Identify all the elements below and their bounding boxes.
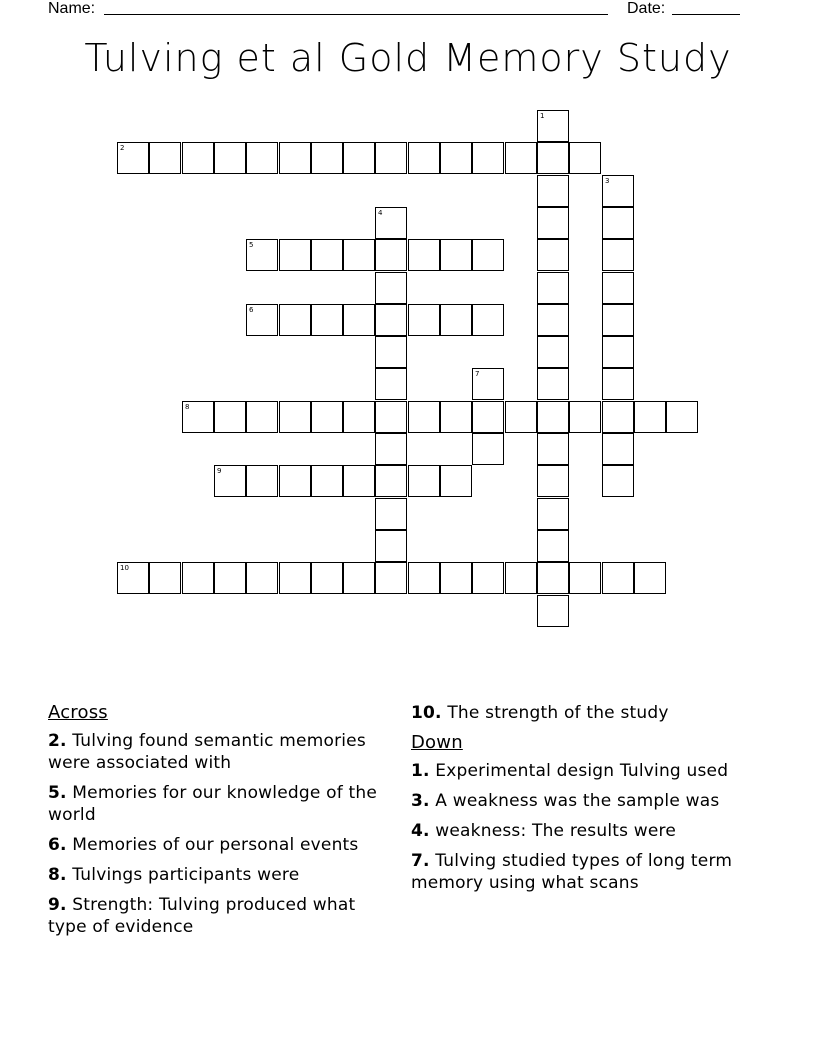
crossword-cell[interactable] (279, 562, 311, 594)
crossword-cell[interactable] (117, 142, 149, 174)
crossword-cell[interactable] (343, 465, 375, 497)
crossword-cell[interactable] (602, 272, 634, 304)
crossword-cell[interactable] (279, 142, 311, 174)
crossword-cell[interactable] (246, 239, 278, 271)
crossword-cell[interactable] (343, 142, 375, 174)
crossword-cell[interactable] (343, 239, 375, 271)
clue-across-2: 2. Tulving found semantic memories were associated with (48, 731, 366, 773)
crossword-cell[interactable] (537, 239, 569, 271)
crossword-cell[interactable] (440, 401, 472, 433)
crossword-cell[interactable] (537, 401, 569, 433)
crossword-cell[interactable] (537, 498, 569, 530)
crossword-cell[interactable] (634, 401, 666, 433)
crossword-cell[interactable] (602, 401, 634, 433)
crossword-cell[interactable] (602, 433, 634, 465)
crossword-cell[interactable] (311, 239, 343, 271)
crossword-cell[interactable] (440, 304, 472, 336)
crossword-cell[interactable] (472, 433, 504, 465)
crossword-cell[interactable] (569, 401, 601, 433)
crossword-cell[interactable] (246, 401, 278, 433)
crossword-cell[interactable] (375, 433, 407, 465)
clue-down-1: 1. Experimental design Tulving used (411, 761, 729, 781)
crossword-cell[interactable] (537, 272, 569, 304)
crossword-cell[interactable] (440, 239, 472, 271)
crossword-cell[interactable] (311, 562, 343, 594)
crossword-cell[interactable] (408, 239, 440, 271)
crossword-cell[interactable] (117, 562, 149, 594)
crossword-cell[interactable] (182, 562, 214, 594)
crossword-cell[interactable] (246, 142, 278, 174)
crossword-cell[interactable] (279, 304, 311, 336)
clue-across-6: 6. Memories of our personal events (48, 835, 359, 855)
clue-number: 6 (249, 306, 254, 314)
crossword-cell[interactable] (505, 401, 537, 433)
crossword-cell[interactable] (537, 175, 569, 207)
crossword-cell[interactable] (472, 304, 504, 336)
crossword-cell[interactable] (408, 562, 440, 594)
crossword-cell[interactable] (408, 304, 440, 336)
clue-across-9: 9. Strength: Tulving produced what type of evidence (48, 895, 356, 937)
crossword-cell[interactable] (279, 401, 311, 433)
clues-left-column (48, 702, 388, 946)
crossword-cell[interactable] (343, 562, 375, 594)
crossword-cell[interactable] (602, 239, 634, 271)
crossword-cell[interactable] (214, 142, 246, 174)
crossword-cell[interactable] (472, 562, 504, 594)
crossword-cell[interactable] (634, 562, 666, 594)
crossword-cell[interactable] (375, 498, 407, 530)
crossword-cell[interactable] (343, 304, 375, 336)
crossword-cell[interactable] (472, 239, 504, 271)
crossword-cell[interactable] (149, 142, 181, 174)
clue-across-10: 10. The strength of the study (411, 703, 669, 723)
clue-number: 4 (378, 209, 383, 217)
clues-right-column (411, 702, 751, 902)
clue-number: 1 (540, 112, 545, 120)
crossword-cell[interactable] (537, 368, 569, 400)
crossword-cell[interactable] (214, 465, 246, 497)
crossword-cell[interactable] (537, 595, 569, 627)
clue-number: 5 (249, 241, 254, 249)
crossword-cell[interactable] (537, 142, 569, 174)
crossword-cell[interactable] (375, 530, 407, 562)
crossword-cell[interactable] (375, 239, 407, 271)
crossword-cell[interactable] (440, 465, 472, 497)
crossword-cell[interactable] (472, 368, 504, 400)
clue-number: 9 (217, 467, 222, 475)
crossword-cell[interactable] (214, 562, 246, 594)
crossword-cell[interactable] (537, 207, 569, 239)
crossword-cell[interactable] (472, 401, 504, 433)
crossword-cell[interactable] (246, 562, 278, 594)
crossword-cell[interactable] (375, 401, 407, 433)
crossword-cell[interactable] (505, 142, 537, 174)
clue-number: 3 (605, 177, 610, 185)
clue-number: 8 (185, 403, 190, 411)
clue-number: 7 (475, 370, 480, 378)
clue-down-3: 3. A weakness was the sample was (411, 791, 720, 811)
crossword-cell[interactable] (375, 368, 407, 400)
crossword-cell[interactable] (246, 465, 278, 497)
down-heading: Down (411, 732, 463, 753)
crossword-cell[interactable] (602, 336, 634, 368)
crossword-cell[interactable] (408, 401, 440, 433)
crossword-cell[interactable] (214, 401, 246, 433)
crossword-cell[interactable] (537, 562, 569, 594)
crossword-cell[interactable] (602, 562, 634, 594)
date-label: Date: (627, 0, 666, 17)
crossword-cell[interactable] (505, 562, 537, 594)
name-label: Name: (48, 0, 96, 17)
crossword-cell[interactable] (408, 142, 440, 174)
crossword-cell[interactable] (246, 304, 278, 336)
crossword-cell[interactable] (375, 272, 407, 304)
crossword-cell[interactable] (182, 401, 214, 433)
crossword-cell[interactable] (149, 562, 181, 594)
clue-across-5: 5. Memories for our knowledge of the world (48, 783, 378, 825)
crossword-cell[interactable] (279, 465, 311, 497)
crossword-cell[interactable] (537, 530, 569, 562)
crossword-cell[interactable] (311, 401, 343, 433)
crossword-cell[interactable] (537, 336, 569, 368)
crossword-cell[interactable] (440, 142, 472, 174)
crossword-cell[interactable] (408, 465, 440, 497)
crossword-cell[interactable] (602, 207, 634, 239)
clue-down-7: 7. Tulving studied types of long term memory using what scans (411, 851, 733, 893)
crossword-cell[interactable] (375, 336, 407, 368)
crossword-cell[interactable] (666, 401, 698, 433)
crossword-cell[interactable] (375, 304, 407, 336)
across-heading: Across (48, 702, 108, 723)
crossword-cell[interactable] (375, 207, 407, 239)
crossword-cell[interactable] (537, 465, 569, 497)
crossword-cell[interactable] (602, 368, 634, 400)
crossword-cell[interactable] (440, 562, 472, 594)
crossword-cell[interactable] (472, 142, 504, 174)
crossword-cell[interactable] (311, 304, 343, 336)
crossword-cell[interactable] (602, 304, 634, 336)
crossword-cell[interactable] (569, 142, 601, 174)
crossword-cell[interactable] (182, 142, 214, 174)
clue-number: 10 (120, 564, 129, 572)
crossword-cell[interactable] (343, 401, 375, 433)
page-title: Tulving et al Gold Memory Study (84, 36, 732, 80)
crossword-cell[interactable] (375, 562, 407, 594)
crossword-cell[interactable] (569, 562, 601, 594)
clue-number: 2 (120, 144, 125, 152)
crossword-cell[interactable] (375, 142, 407, 174)
clue-down-4: 4. weakness: The results were (411, 821, 677, 841)
crossword-cell[interactable] (311, 142, 343, 174)
crossword-cell[interactable] (537, 433, 569, 465)
crossword-cell[interactable] (311, 465, 343, 497)
crossword-cell[interactable] (537, 304, 569, 336)
crossword-cell[interactable] (279, 239, 311, 271)
crossword-cell[interactable] (537, 110, 569, 142)
crossword-cell[interactable] (602, 465, 634, 497)
crossword-cell[interactable] (375, 465, 407, 497)
clue-across-8: 8. Tulvings participants were (48, 865, 300, 885)
crossword-cell[interactable] (602, 175, 634, 207)
